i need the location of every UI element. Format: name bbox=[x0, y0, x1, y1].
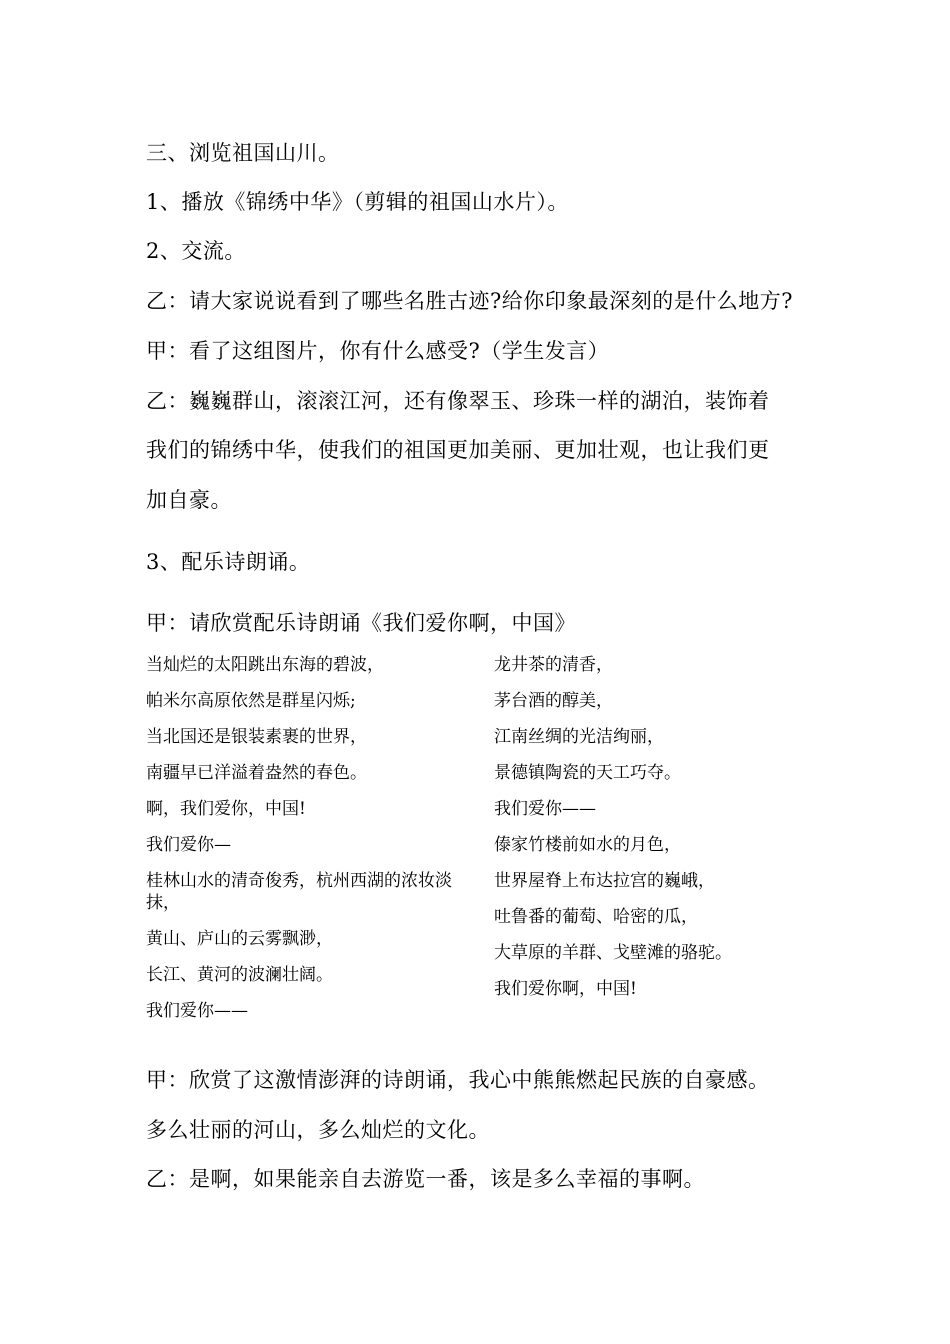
poem-line: 当北国还是银装素裹的世界， bbox=[146, 727, 367, 747]
poem-line: 傣家竹楼前如水的月色， bbox=[494, 835, 681, 855]
poem-line: 龙井茶的清香， bbox=[494, 655, 613, 675]
paragraph-3-line-3: 加自豪。 bbox=[146, 488, 232, 512]
poem-line: 我们爱你—— bbox=[146, 1001, 248, 1021]
step-1: 1、播放《锦绣中华》（剪辑的祖国山水片）。 bbox=[146, 190, 569, 214]
step-2: 2、交流。 bbox=[146, 239, 246, 263]
poem-line: 景德镇陶瓷的天工巧夺。 bbox=[494, 763, 681, 783]
poem-line: 黄山、庐山的云雾飘渺， bbox=[146, 929, 333, 949]
paragraph-1: 乙：请大家说说看到了哪些名胜古迹?给你印象最深刻的是什么地方? bbox=[146, 289, 794, 313]
poem-line: 江南丝绸的光洁绚丽， bbox=[494, 727, 664, 747]
poem-line: 我们爱你啊，中国! bbox=[494, 979, 637, 999]
paragraph-2: 甲：看了这组图片，你有什么感受?（学生发言） bbox=[146, 339, 610, 363]
paragraph-3-line-1: 乙：巍巍群山，滚滚江河，还有像翠玉、珍珠一样的湖泊，装饰着 bbox=[146, 389, 770, 413]
poem-line: 茅台酒的醇美， bbox=[494, 691, 613, 711]
poem-line: 吐鲁番的葡萄、哈密的瓜， bbox=[494, 907, 698, 927]
poem-line: 当灿烂的太阳跳出东海的碧波， bbox=[146, 655, 384, 675]
poem-line: 南疆早已洋溢着盎然的春色。 bbox=[146, 763, 367, 783]
poem-line: 我们爱你—— bbox=[494, 799, 596, 819]
paragraph-4: 甲：请欣赏配乐诗朗诵《我们爱你啊，中国》 bbox=[146, 611, 576, 635]
paragraph-6: 多么壮丽的河山，多么灿烂的文化。 bbox=[146, 1118, 490, 1142]
poem-line: 长江、黄河的波澜壮阔。 bbox=[146, 965, 333, 985]
poem-right-column bbox=[494, 654, 814, 1014]
poem-line: 啊，我们爱你，中国! bbox=[146, 799, 306, 819]
step-3: 3、配乐诗朗诵。 bbox=[146, 550, 311, 574]
poem-left-column bbox=[146, 654, 466, 1036]
paragraph-3-line-2: 我们的锦绣中华，使我们的祖国更加美丽、更加壮观，也让我们更 bbox=[146, 438, 770, 462]
poem-line: 桂林山水的清奇俊秀，杭州西湖的浓妆淡抹， bbox=[146, 871, 452, 913]
poem-line: 世界屋脊上布达拉宫的巍峨， bbox=[494, 871, 715, 891]
section-title: 三、浏览祖国山川。 bbox=[146, 141, 340, 165]
poem-line: 我们爱你— bbox=[146, 835, 231, 855]
paragraph-5: 甲：欣赏了这激情澎湃的诗朗诵，我心中熊熊燃起民族的自豪感。 bbox=[146, 1068, 770, 1092]
poem-line: 帕米尔高原依然是群星闪烁; bbox=[146, 691, 356, 711]
poem-line: 大草原的羊群、戈壁滩的骆驼。 bbox=[494, 943, 732, 963]
paragraph-7: 乙：是啊，如果能亲自去游览一番，该是多么幸福的事啊。 bbox=[146, 1167, 705, 1191]
